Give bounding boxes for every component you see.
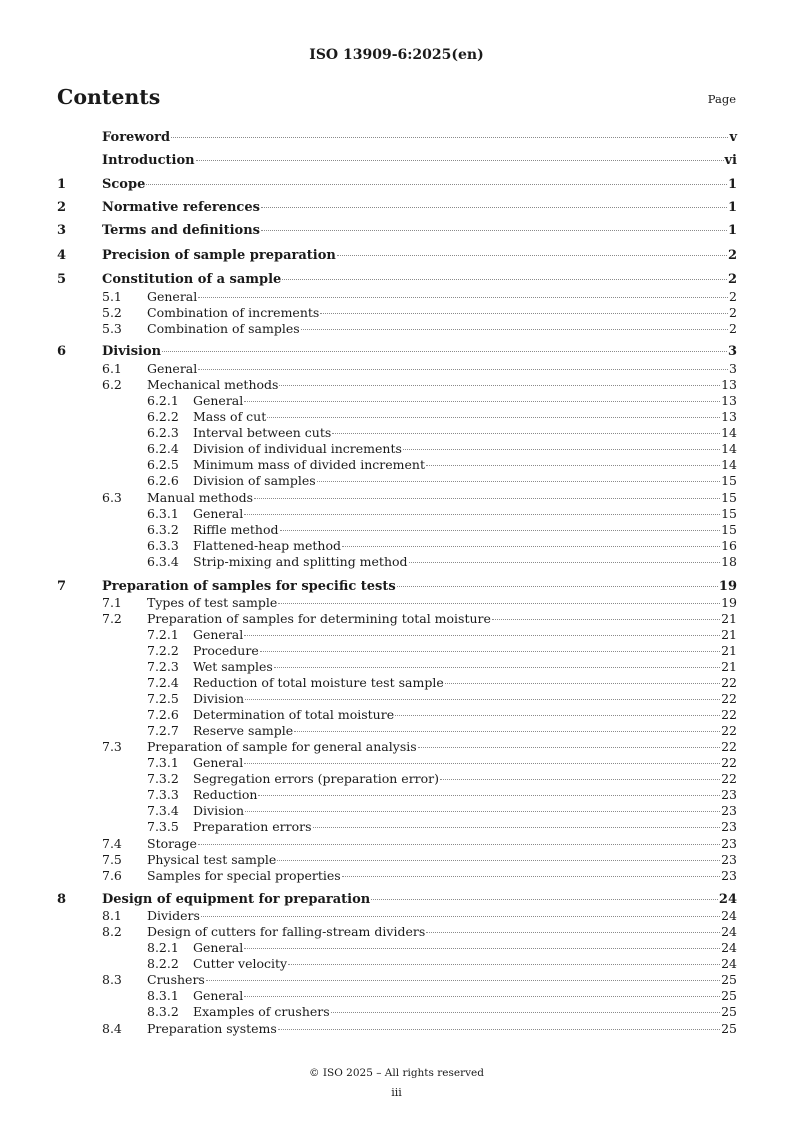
toc-entry[interactable]: [57, 643, 737, 658]
toc-entry-page[interactable]: 22: [721, 723, 737, 738]
toc-entry[interactable]: [57, 803, 737, 818]
toc-entry[interactable]: [57, 771, 737, 786]
toc-entry[interactable]: [57, 153, 737, 168]
dot-leader: [403, 449, 720, 450]
toc-entry-page[interactable]: 21: [721, 659, 737, 674]
toc-entry-number: 8.4: [102, 1021, 122, 1036]
dot-leader: [288, 964, 720, 965]
toc-entry-page[interactable]: vi: [724, 153, 737, 168]
toc-entry-page[interactable]: 21: [721, 627, 737, 642]
toc-entry-title[interactable]: Division of samples: [193, 473, 316, 488]
toc-entry-page[interactable]: 22: [721, 707, 737, 722]
toc-entry-number: 7.3.4: [147, 803, 179, 818]
toc-entry-page[interactable]: 23: [721, 868, 737, 883]
toc-entry-title[interactable]: Precision of sample preparation: [102, 248, 336, 263]
dot-leader: [301, 329, 728, 330]
dot-leader: [244, 401, 720, 402]
toc-entry-number: 6.1: [102, 361, 122, 376]
toc-entry-page[interactable]: 2: [727, 272, 737, 287]
toc-entry-number: 8.1: [102, 908, 122, 923]
toc-entry-title[interactable]: Reserve sample: [193, 723, 294, 738]
toc-entry[interactable]: [57, 409, 737, 424]
toc-entry-number: 6.2.5: [147, 457, 179, 472]
toc-entry[interactable]: [57, 130, 737, 145]
dot-leader: [294, 731, 720, 732]
dot-leader: [342, 546, 720, 547]
toc-entry-number: 8.2.2: [147, 956, 179, 971]
toc-entry-number: 7.3: [102, 739, 122, 754]
toc-entry-number: 6: [57, 344, 67, 359]
toc-entry-page[interactable]: 3: [727, 344, 737, 359]
toc-entry[interactable]: [57, 538, 737, 553]
toc-entry[interactable]: [57, 506, 737, 521]
toc-entry[interactable]: [57, 924, 737, 939]
toc-entry-title[interactable]: Manual methods: [147, 490, 254, 505]
toc-entry-page[interactable]: 25: [721, 988, 737, 1003]
toc-entry[interactable]: [57, 272, 737, 287]
toc-entry-number: 7: [57, 579, 67, 594]
toc-entry-page[interactable]: 1: [727, 177, 737, 192]
toc-entry-page[interactable]: 15: [721, 473, 737, 488]
toc-entry-number: 7.2.2: [147, 643, 179, 658]
toc-entry-number: 2: [57, 200, 67, 215]
toc-entry-title[interactable]: General: [147, 289, 198, 304]
toc-entry-title[interactable]: Minimum mass of divided increment: [193, 457, 425, 472]
toc-entry-number: 8.3.2: [147, 1004, 179, 1019]
toc-entry-number: 7.2: [102, 611, 122, 626]
dot-leader: [332, 433, 720, 434]
toc-entry[interactable]: [57, 836, 737, 851]
toc-entry[interactable]: [57, 787, 737, 802]
toc-entry-page[interactable]: 24: [718, 892, 737, 907]
toc-entry-title[interactable]: Cutter velocity: [193, 956, 288, 971]
toc-entry-title[interactable]: Constitution of a sample: [102, 272, 282, 287]
toc-entry[interactable]: [57, 940, 737, 955]
dot-leader: [244, 948, 720, 949]
toc-entry-page[interactable]: 25: [721, 972, 737, 987]
toc-entry-page[interactable]: 16: [721, 538, 737, 553]
toc-entry[interactable]: [57, 611, 737, 626]
toc-entry-page[interactable]: 1: [727, 223, 737, 238]
toc-entry-number: 5.1: [102, 289, 122, 304]
toc-entry-title[interactable]: Procedure: [193, 643, 259, 658]
toc-entry[interactable]: [57, 377, 737, 392]
toc-entry-page[interactable]: 22: [721, 739, 737, 754]
toc-entry-number: 7.3.5: [147, 819, 179, 834]
dot-leader: [260, 651, 720, 652]
toc-entry-number: 5: [57, 272, 67, 287]
dot-leader: [254, 498, 720, 499]
toc-entry-number: 3: [57, 223, 67, 238]
dot-leader: [162, 351, 727, 352]
copyright-notice: © ISO 2025 – All rights reserved: [309, 1067, 484, 1079]
toc-entry-page[interactable]: 14: [721, 425, 737, 440]
dot-leader: [371, 899, 718, 900]
toc-entry-title[interactable]: Physical test sample: [147, 852, 277, 867]
toc-entry[interactable]: [57, 441, 737, 456]
toc-entry-number: 8.2: [102, 924, 122, 939]
toc-entry-page[interactable]: 2: [729, 321, 737, 336]
toc-entry-page[interactable]: 14: [721, 457, 737, 472]
dot-leader: [274, 667, 720, 668]
toc-entry-page[interactable]: 21: [721, 643, 737, 658]
dot-leader: [397, 586, 718, 587]
toc-entry[interactable]: [57, 627, 737, 642]
toc-entry-title[interactable]: Mechanical methods: [147, 377, 279, 392]
page-column-label: Page: [707, 92, 736, 106]
toc-entry-number: 7.2.4: [147, 675, 179, 690]
toc-entry-title[interactable]: Design of cutters for falling-stream dividers: [147, 924, 426, 939]
toc-entry-title[interactable]: Preparation of sample for general analysis: [147, 739, 417, 754]
dot-leader: [440, 779, 720, 780]
toc-entry-page[interactable]: 23: [721, 787, 737, 802]
toc-entry-title[interactable]: Preparation errors: [193, 819, 312, 834]
toc-entry[interactable]: [57, 892, 737, 907]
toc-entry-title[interactable]: Wet samples: [193, 659, 273, 674]
dot-leader: [337, 255, 727, 256]
toc-entry-page[interactable]: 25: [721, 1021, 737, 1036]
toc-entry[interactable]: [57, 659, 737, 674]
dot-leader: [244, 996, 720, 997]
document-header: ISO 13909-6:2025(en): [309, 47, 484, 63]
toc-entry-number: 7.3.2: [147, 771, 179, 786]
toc-entry[interactable]: [57, 707, 737, 722]
toc-entry-number: 7.1: [102, 595, 122, 610]
toc-entry-number: 1: [57, 177, 67, 192]
toc-entry[interactable]: [57, 425, 737, 440]
toc-entry-page[interactable]: 1: [727, 200, 737, 215]
toc-entry-page[interactable]: 22: [721, 675, 737, 690]
dot-leader: [409, 562, 721, 563]
dot-leader: [395, 715, 720, 716]
toc-entry[interactable]: [57, 675, 737, 690]
toc-entry-number: 8.2.1: [147, 940, 179, 955]
toc-entry-title[interactable]: Foreword: [102, 130, 171, 145]
toc-entry-title[interactable]: Introduction: [102, 153, 195, 168]
toc-entry-page[interactable]: 19: [721, 595, 737, 610]
dot-leader: [244, 635, 720, 636]
toc-entry-title[interactable]: Combination of samples: [147, 321, 300, 336]
dot-leader: [492, 619, 720, 620]
toc-entry[interactable]: [57, 972, 737, 987]
toc-entry-number: 7.2.5: [147, 691, 179, 706]
toc-entry-page[interactable]: 18: [721, 554, 737, 569]
toc-entry-title[interactable]: Reduction of total moisture test sample: [193, 675, 444, 690]
toc-entry[interactable]: [57, 691, 737, 706]
toc-entry-page[interactable]: 13: [721, 393, 737, 408]
toc-entry-page[interactable]: 14: [721, 441, 737, 456]
toc-entry[interactable]: [57, 305, 737, 320]
toc-entry-title[interactable]: Dividers: [147, 908, 200, 923]
toc-entry-title[interactable]: Preparation of samples for determining total moisture: [147, 611, 491, 626]
toc-entry-title[interactable]: Flattened-heap method: [193, 538, 341, 553]
toc-entry-page[interactable]: 15: [721, 522, 737, 537]
toc-entry-page[interactable]: 22: [721, 771, 737, 786]
toc-entry-page[interactable]: 25: [721, 1004, 737, 1019]
dot-leader: [245, 811, 720, 812]
toc-entry[interactable]: [57, 248, 737, 263]
toc-entry-number: 8: [57, 892, 67, 907]
toc-entry-title[interactable]: Division: [193, 803, 245, 818]
dot-leader: [261, 207, 727, 208]
toc-entry-number: 7.2.1: [147, 627, 179, 642]
toc-entry-number: 6.2.6: [147, 473, 179, 488]
toc-entry-title[interactable]: General: [193, 627, 244, 642]
dot-leader: [267, 417, 720, 418]
dot-leader: [331, 1012, 720, 1013]
toc-entry-page[interactable]: 2: [729, 289, 737, 304]
toc-entry-title[interactable]: Combination of increments: [147, 305, 320, 320]
dot-leader: [198, 844, 720, 845]
toc-entry[interactable]: [57, 1004, 737, 1019]
contents-heading: Contents: [57, 85, 161, 109]
toc-entry[interactable]: [57, 361, 737, 376]
toc-entry-title[interactable]: Determination of total moisture: [193, 707, 395, 722]
toc-entry-page[interactable]: 24: [721, 940, 737, 955]
toc-entry-title[interactable]: Division: [102, 344, 162, 359]
dot-leader: [426, 465, 720, 466]
dot-leader: [277, 860, 720, 861]
toc-entry[interactable]: [57, 457, 737, 472]
dot-leader: [261, 230, 727, 231]
toc-entry-page[interactable]: 24: [721, 908, 737, 923]
toc-entry[interactable]: [57, 490, 737, 505]
dot-leader: [245, 699, 720, 700]
toc-entry[interactable]: [57, 755, 737, 770]
toc-entry-page[interactable]: 13: [721, 409, 737, 424]
toc-entry-title[interactable]: Segregation errors (preparation error): [193, 771, 440, 786]
toc-entry-title[interactable]: Normative references: [102, 200, 260, 215]
toc-entry[interactable]: [57, 473, 737, 488]
toc-entry-title[interactable]: Division of individual increments: [193, 441, 402, 456]
toc-entry-number: 7.3.1: [147, 755, 179, 770]
toc-entry[interactable]: [57, 988, 737, 1003]
toc-entry-title[interactable]: Interval between cuts: [193, 425, 332, 440]
toc-entry-title[interactable]: General: [193, 506, 244, 521]
toc-entry[interactable]: [57, 868, 737, 883]
toc-entry[interactable]: [57, 177, 737, 192]
toc-entry-title[interactable]: General: [193, 940, 244, 955]
toc-entry-title[interactable]: Riffle method: [193, 522, 279, 537]
toc-entry[interactable]: [57, 956, 737, 971]
toc-entry[interactable]: [57, 595, 737, 610]
toc-entry-number: 6.2.3: [147, 425, 179, 440]
dot-leader: [342, 876, 720, 877]
toc-entry-page[interactable]: 3: [729, 361, 737, 376]
dot-leader: [418, 747, 720, 748]
dot-leader: [320, 313, 728, 314]
toc-entry-title[interactable]: Division: [193, 691, 245, 706]
toc-entry-page[interactable]: 2: [727, 248, 737, 263]
dot-leader: [146, 184, 727, 185]
dot-leader: [244, 763, 720, 764]
dot-leader: [171, 137, 728, 138]
dot-leader: [206, 980, 720, 981]
dot-leader: [278, 603, 720, 604]
toc-entry-page[interactable]: 19: [718, 579, 737, 594]
toc-entry-title[interactable]: General: [193, 755, 244, 770]
toc-entry-page[interactable]: 21: [721, 611, 737, 626]
toc-entry[interactable]: [57, 739, 737, 754]
toc-entry-number: 8.3: [102, 972, 122, 987]
dot-leader: [198, 369, 728, 370]
toc-entry-page[interactable]: 15: [721, 506, 737, 521]
toc-entry-number: 6.3.1: [147, 506, 179, 521]
toc-entry-title[interactable]: Scope: [102, 177, 146, 192]
toc-entry[interactable]: [57, 200, 737, 215]
toc-entry-number: 6.2.1: [147, 393, 179, 408]
toc-entry-number: 7.4: [102, 836, 122, 851]
toc-entry-number: 7.5: [102, 852, 122, 867]
toc-entry[interactable]: [57, 579, 737, 594]
toc-entry-page[interactable]: 15: [721, 490, 737, 505]
toc-entry-page[interactable]: 2: [729, 305, 737, 320]
toc-entry-number: 4: [57, 248, 67, 263]
page-number: iii: [391, 1086, 402, 1099]
toc-entry[interactable]: [57, 522, 737, 537]
toc-entry-title[interactable]: Storage: [147, 836, 197, 851]
dot-leader: [196, 160, 724, 161]
dot-leader: [317, 481, 720, 482]
toc-entry[interactable]: [57, 393, 737, 408]
toc-entry-number: 8.3.1: [147, 988, 179, 1003]
toc-entry[interactable]: [57, 852, 737, 867]
toc-entry-title[interactable]: Preparation systems: [147, 1021, 277, 1036]
toc-entry-title[interactable]: Samples for special properties: [147, 868, 341, 883]
toc-entry[interactable]: [57, 344, 737, 359]
toc-entry-page[interactable]: 24: [721, 956, 737, 971]
toc-entry[interactable]: [57, 723, 737, 738]
toc-entry-number: 7.6: [102, 868, 122, 883]
toc-entry-title[interactable]: General: [147, 361, 198, 376]
toc-entry-number: 6.3.3: [147, 538, 179, 553]
dot-leader: [258, 795, 720, 796]
toc-entry-title[interactable]: General: [193, 393, 244, 408]
toc-entry-title[interactable]: Mass of cut: [193, 409, 267, 424]
toc-entry-number: 6.2.4: [147, 441, 179, 456]
dot-leader: [282, 279, 727, 280]
toc-entry[interactable]: [57, 321, 737, 336]
toc-entry-title[interactable]: Design of equipment for preparation: [102, 892, 371, 907]
toc-entry-title[interactable]: Reduction: [193, 787, 258, 802]
dot-leader: [280, 530, 721, 531]
toc-entry[interactable]: [57, 819, 737, 834]
toc-entry-number: 5.3: [102, 321, 122, 336]
toc-entry-number: 7.3.3: [147, 787, 179, 802]
toc-entry-number: 5.2: [102, 305, 122, 320]
dot-leader: [244, 514, 720, 515]
toc-entry-page[interactable]: 22: [721, 755, 737, 770]
dot-leader: [313, 827, 721, 828]
toc-entry-number: 6.3.2: [147, 522, 179, 537]
toc-entry-number: 6.3.4: [147, 554, 179, 569]
toc-entry-title[interactable]: Types of test sample: [147, 595, 278, 610]
toc-entry[interactable]: [57, 1021, 737, 1036]
toc-entry-number: 6.2: [102, 377, 122, 392]
toc-entry-page[interactable]: 23: [721, 852, 737, 867]
toc-entry-page[interactable]: 13: [721, 377, 737, 392]
dot-leader: [201, 916, 720, 917]
dot-leader: [279, 385, 720, 386]
toc-entry-title[interactable]: General: [193, 988, 244, 1003]
toc-entry-number: 7.2.3: [147, 659, 179, 674]
toc-entry-title[interactable]: Crushers: [147, 972, 205, 987]
toc-entry[interactable]: [57, 554, 737, 569]
toc-entry-number: 7.2.7: [147, 723, 179, 738]
toc-entry-number: 6.2.2: [147, 409, 179, 424]
toc-entry-page[interactable]: 23: [721, 836, 737, 851]
toc-entry-number: 7.2.6: [147, 707, 179, 722]
toc-entry-number: 6.3: [102, 490, 122, 505]
dot-leader: [278, 1029, 720, 1030]
toc-entry-title[interactable]: Terms and definitions: [102, 223, 260, 238]
dot-leader: [198, 297, 728, 298]
toc-entry-page[interactable]: 22: [721, 691, 737, 706]
dot-leader: [426, 932, 720, 933]
toc-entry-page[interactable]: 24: [721, 924, 737, 939]
toc-entry-title[interactable]: Strip-mixing and splitting method: [193, 554, 408, 569]
toc-entry-title[interactable]: Preparation of samples for specific tests: [102, 579, 396, 594]
toc-entry-page[interactable]: 23: [721, 803, 737, 818]
toc-entry-title[interactable]: Examples of crushers: [193, 1004, 330, 1019]
toc-entry[interactable]: [57, 223, 737, 238]
toc-entry-page[interactable]: v: [729, 130, 737, 145]
toc-entry[interactable]: [57, 289, 737, 304]
toc-entry-page[interactable]: 23: [721, 819, 737, 834]
dot-leader: [445, 683, 720, 684]
toc-entry[interactable]: [57, 908, 737, 923]
